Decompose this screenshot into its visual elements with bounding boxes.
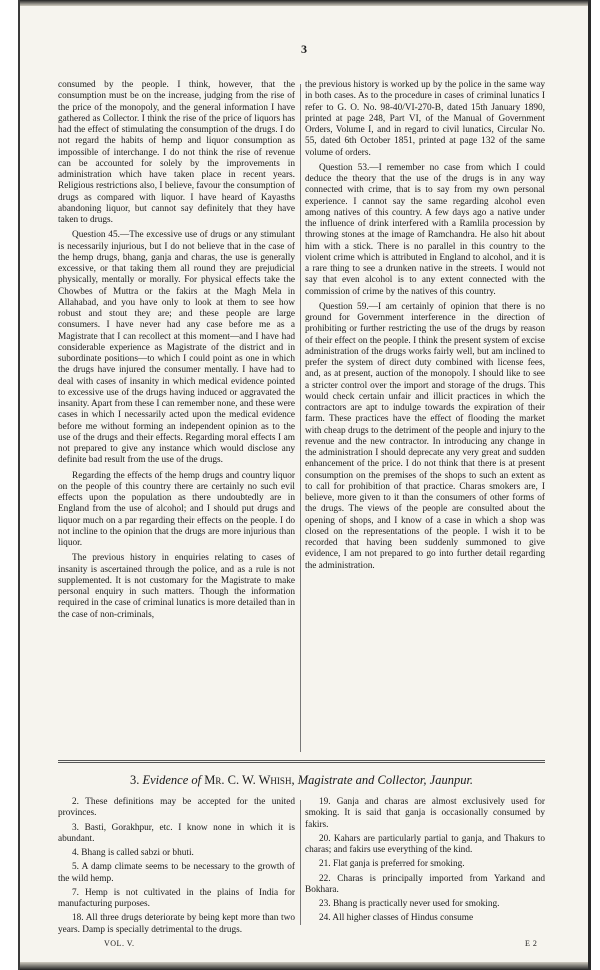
paragraph: Question 45.—The excessive use of drugs or any stimulant is necessarily injurious, but I do not believe that in the case of the hemp drugs, bhang, ganja and charas, the use is generally excessive, or that taking them all round they are prejudicial physically, mentally or morally. For physical effects take the Chowbes of Muttra or the fakirs at the Magh Mela in Allahabad, and you have only to look at them to see how robust and stout they are; and these people are large consumers. I have never had any case before me as a Magistrate that I can recollect at this moment—and I have had considerable experience as Magistrate of the district and in subordinate positions—to which I could point as one in which the drugs have injured the consumer mentally. I have had to deal with cases of insanity in which medical evidence pointed to excessive use of the drugs having induced or aggravated the insanity. Apart from these I can remember none, and these were cases in which I necessarily acted upon the medical evidence before me without forming an independent opinion as to the use of the drugs and their effects. Regarding moral effects I am not prepared to give any instance which would disclose any definite bad result from the use of the drugs.	[58, 230, 295, 466]
document-page	[18, 0, 591, 970]
answer-item: 7. Hemp is not cultivated in the plains of India for manufacturing purposes.	[58, 887, 295, 909]
upper-left-column	[58, 80, 295, 756]
witness-name: Mr. C. W. Whish,	[204, 773, 295, 787]
column-divider	[300, 84, 301, 752]
paragraph: Regarding the effects of the hemp drugs and country liquor on the people of this country there are certainly no such evil effects upon the population as there undoubtedly are in England from the use of alcohol; and I should put drugs and liquor much on a par regarding their effects on the people. I do not incline to the opinion that the drugs are more injurious than liquor.	[58, 470, 295, 548]
paragraph: The previous history in enquiries relating to cases of insanity is ascertained through the police, and as a rule is not supplemented. It is not customary for the Magistrate to make personal enquiry in such matters. Though the information required in the case of criminal lunatics is more detailed than in the case of non-criminals,	[58, 553, 295, 620]
volume-label: VOL. V.	[104, 939, 135, 948]
column-divider	[300, 800, 301, 925]
paragraph: consumed by the people. I think, however, that the consumption must be on the increase, judging from the rise of the price of the monopoly, and the general information I have gathered as Collector. I think the rise of the price of liquors has had the effect of stimulating the consumption of the drugs. I do not regard the habits of hemp and liquor consumption as impossible of interchange. I do not think the rise of revenue can be accounted for solely by the improvements in administration which have taken place in recent years. Religious restrictions also, I believe, favour the consumption of drugs as compared with liquor. I have heard of Kayasths abandoning liquor, but cannot say definitely that they have taken to drugs.	[58, 80, 295, 225]
answer-item: 18. All three drugs deteriorate by being kept more than two years. Damp is specially detrimental to the drugs.	[58, 913, 295, 935]
lower-left-column	[58, 797, 295, 935]
page-top-edge	[20, 0, 588, 6]
answer-item: 22. Charas is principally imported from Yarkand and Bokhara.	[305, 873, 545, 895]
answer-item: 19. Ganja and charas are almost exclusively used for smoking. It is said that ganja is occasionally consumed by fakirs.	[305, 797, 545, 830]
paragraph: Question 59.—I am certainly of opinion that there is no ground for Government interference in the direction of prohibiting or further restricting the use of the drugs by reason of their effect on the people. I think the present system of excise administration of the drugs works fairly well, but am inclined to prefer the system of direct duty combined with license fees, and, as at present, auction of the monopoly. I should like to see a stricter control over the import and storage of the drugs. This would check certain unfair and illicit practices in which the contractors are apt to indulge towards the expiration of their farm. These practices have the effect of flooding the market with cheap drugs to the detriment of the people and injury to the revenue and the new contractor. In introducing any change in the administration I should deprecate any very great and sudden enhancement of the price. I do not think that there is at present consumption on the premises of the shops to such an extent as to call for prohibition of that practice. Charas smokers are, I believe, more given to it than the consumers of other forms of the drugs. The views of the people are consulted about the opening of shops, and I know of a case in which a shop was closed on the representations of the people. I wish it to be recorded that having been suddenly summoned to give evidence, I am not prepared to go into further detail regarding the administration.	[305, 301, 545, 571]
lower-right-column	[305, 797, 545, 927]
page-number: 3	[301, 42, 307, 56]
section-number: 3.	[129, 773, 140, 787]
paragraph: the previous history is worked up by the police in the same way in both cases. As to the procedure in cases of criminal lunatics I refer to G. O. No. 98-40/VI-270-B, dated 15th January 1890, printed at page 248, Part VI, of the Manual of Government Orders, Volume I, and in regard to civil lunatics, Circular No. 55, dated 6th October 1851, printed at page 132 of the same volume of orders.	[305, 80, 545, 158]
section-lead: Evidence of	[142, 773, 202, 787]
answer-item: 21. Flat ganja is preferred for smoking.	[319, 859, 465, 870]
page-bottom-edge	[20, 962, 588, 970]
paragraph: Question 53.—I remember no case from which I could deduce the theory that the use of the drugs is in any way connected with crime, that is to say from my own personal experience. I cannot say the same regarding alcohol even among natives of this country. A few days ago a native under the influence of drink interfered with a Ramlila procession by throwing stones at the image of Ramchandra. He also hit about him with a stick. There is no parallel in this country to the violent crime which is attributed in England to alcohol, and it is a rare thing to see a drunken native in the streets. I would not say that even alcohol is to any extent connected with the commission of crime by the natives of this country.	[305, 162, 545, 297]
answer-item: 24. All higher classes of Hindus consume	[319, 913, 474, 924]
upper-right-column	[305, 80, 545, 756]
answer-item: 5. A damp climate seems to be necessary to the growth of the wild hemp.	[58, 862, 295, 884]
witness-role: Magistrate and Collector, Jaunpur.	[297, 773, 474, 787]
answer-item: 3. Basti, Gorakhpur, etc. I know none in which it is abundant.	[58, 822, 295, 844]
section-divider	[58, 762, 545, 763]
answer-item: 23. Bhang is practically never used for smoking.	[319, 899, 500, 909]
answer-item: 20. Kahars are particularly partial to ganja, and Thakurs to charas; and fakirs use everything of the kind.	[305, 833, 545, 855]
section-title	[58, 773, 545, 788]
answer-item: 4. Bhang is called sabzi or bhuti.	[72, 848, 194, 858]
signature-mark: E 2	[525, 939, 538, 948]
section-divider	[58, 760, 545, 761]
answer-item: 2. These definitions may be accepted for the united provinces.	[58, 797, 295, 819]
